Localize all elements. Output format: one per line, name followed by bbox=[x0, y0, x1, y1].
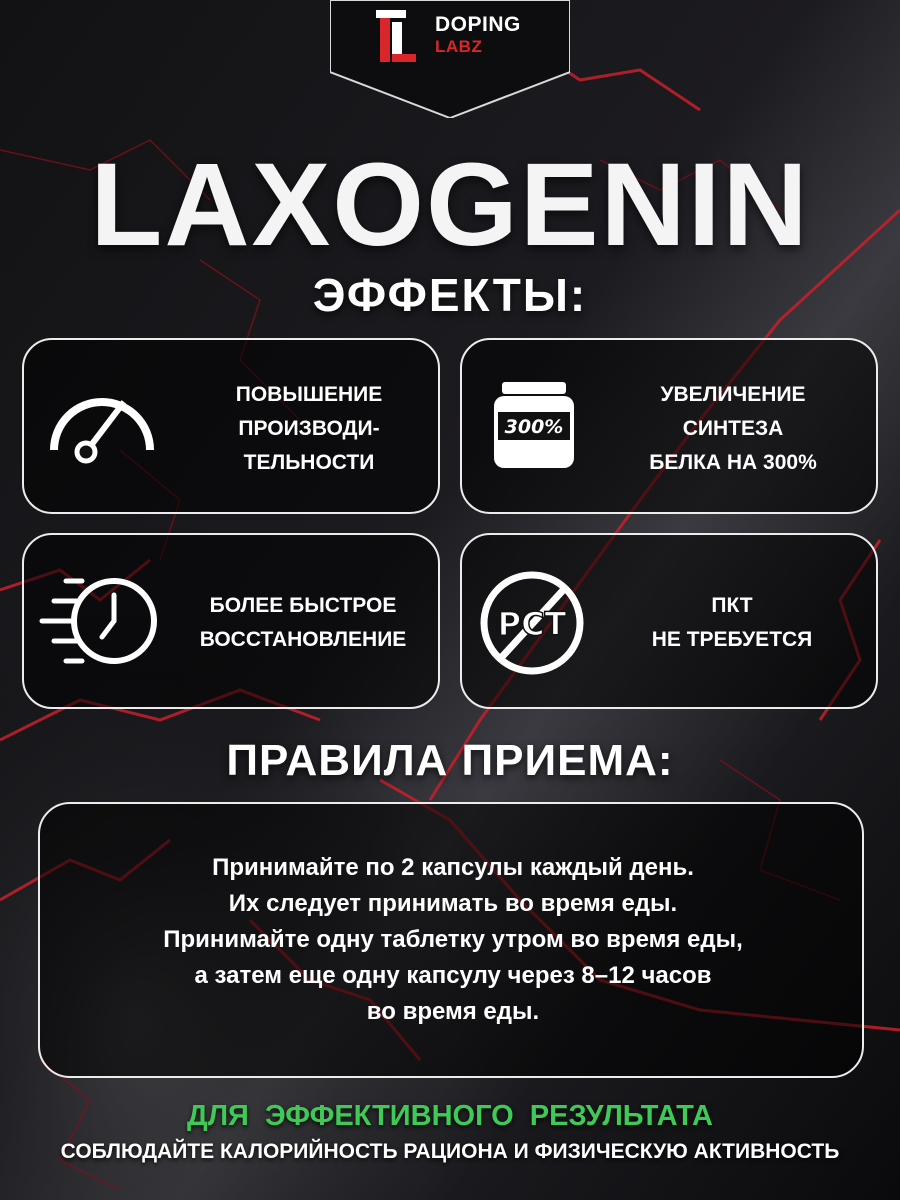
protein-jar-icon bbox=[488, 380, 580, 472]
speedometer-icon bbox=[46, 392, 158, 464]
footer-note: СОБЛЮДАЙТЕ КАЛОРИЙНОСТЬ РАЦИОНА И ФИЗИЧЕСКУЮ АКТИВНОСТЬ bbox=[60, 1140, 840, 1163]
effect-card-recovery bbox=[22, 533, 440, 709]
effect-card-protein bbox=[460, 338, 878, 514]
effect-card-performance bbox=[22, 338, 440, 514]
doping-labz-logo-icon bbox=[372, 8, 422, 68]
effect-card-no-pct bbox=[460, 533, 878, 709]
effect-text: ПОВЫШЕНИЕ ПРОИЗВОДИ- ТЕЛЬНОСТИ bbox=[235, 383, 383, 474]
rules-card bbox=[38, 802, 864, 1078]
brand-line-2: LABZ bbox=[435, 37, 483, 56]
fast-clock-icon bbox=[38, 571, 160, 671]
effect-text: ПКТ НЕ ТРЕБУЕТСЯ bbox=[651, 594, 813, 651]
jar-label: 300% bbox=[504, 416, 564, 438]
product-title: LAXOGENIN bbox=[90, 139, 810, 271]
brand-name bbox=[435, 14, 521, 58]
effect-text: УВЕЛИЧЕНИЕ СИНТЕЗА БЕЛКА НА 300% bbox=[649, 383, 817, 474]
rules-heading: ПРАВИЛА ПРИЕМА: bbox=[226, 736, 674, 785]
footer-highlight: ДЛЯ ЭФФЕКТИВНОГО РЕЗУЛЬТАТА bbox=[187, 1100, 713, 1132]
pct-label: PCT bbox=[497, 605, 567, 643]
rules-text: Принимайте по 2 капсулы каждый день. Их следует принимать во время еды. Принимайте одну таблетку утром во время еды, а затем еще одну капсулу через 8–12 часов во время еды. bbox=[163, 854, 743, 1025]
effect-text: БОЛЕЕ БЫСТРОЕ ВОССТАНОВЛЕНИЕ bbox=[199, 594, 407, 651]
effects-heading: ЭФФЕКТЫ: bbox=[312, 269, 588, 321]
no-pct-icon bbox=[478, 569, 586, 677]
brand-line-1: DOPING bbox=[435, 13, 521, 36]
